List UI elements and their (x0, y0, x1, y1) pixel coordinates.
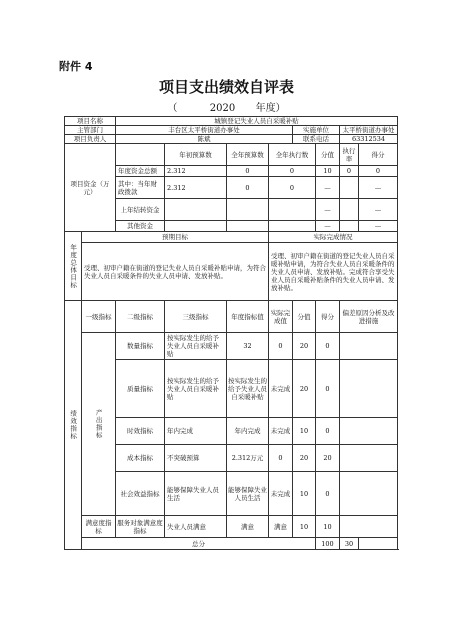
funds-executed: 0 (269, 166, 316, 177)
ind-note (340, 333, 398, 360)
funds-score: — (316, 221, 340, 232)
funds-rate: 0 (340, 166, 359, 177)
leader-label: 项目负责人 (65, 135, 116, 144)
funds-row-label: 其他资金 (116, 221, 165, 232)
ind-actual: 0 (269, 445, 293, 472)
funds-row-label: 年度资金总额 (116, 166, 165, 177)
ind-header-level3: 三级指标 (165, 301, 227, 333)
total-label: 总分 (82, 538, 316, 550)
project-name: 城镇登记失业人员自采暖补贴 (116, 117, 398, 126)
dept-label: 主管部门 (65, 126, 116, 135)
annex-label: 附件 4 (59, 60, 93, 73)
ind-actual: 0 (269, 333, 293, 360)
funds-row-label: 上年结转资金 (116, 199, 165, 221)
funds-budget-start (165, 221, 227, 232)
goals-section-label: 年度总体目标 (65, 232, 82, 301)
ind-target: 2.312万元 (227, 445, 269, 472)
funds-budget-year: 0 (227, 166, 269, 177)
total-score: 100 (316, 538, 340, 550)
ind-header-points: 得分 (316, 301, 340, 333)
satisfaction-indicator-label: 满意度指标 (82, 516, 116, 538)
ind-header-level1: 一级指标 (82, 301, 116, 333)
goals-actual-text: 受理、初审户籍在街道的登记失业人员自采暖补贴申请，为符合失业人员自采暖条件的失业人员申请、发放补贴。完成符合享受失业人员自采暖补贴条件的失业人员申请、发放补贴。 (269, 243, 398, 301)
funds-budget-year (227, 199, 269, 221)
ind-score: 20 (293, 445, 316, 472)
ind-actual: 满意 (269, 516, 293, 538)
evaluation-table (64, 116, 398, 550)
ind-score: 20 (293, 360, 316, 418)
funds-header-points: 得分 (359, 144, 398, 166)
ind-points: 10 (316, 516, 340, 538)
ind-level2: 数量指标 (116, 333, 165, 360)
ind-target: 满意 (227, 516, 269, 538)
leader-value: 陈斌 (116, 135, 293, 144)
ind-header-actual: 实际完成值 (269, 301, 293, 333)
funds-header-score: 分值 (316, 144, 340, 166)
ind-note (340, 472, 398, 516)
goals-expected-header: 预期目标 (82, 232, 269, 243)
funds-rate (340, 177, 359, 199)
ind-score: 20 (293, 333, 316, 360)
funds-budget-start: 2.312 (165, 177, 227, 199)
funds-points: — (359, 199, 398, 221)
ind-level3: 按实际发生的给予失业人员自采暖补贴 (165, 360, 227, 418)
ind-target: 年内完成 (227, 418, 269, 445)
ind-level2: 质量指标 (116, 360, 165, 418)
ind-header-score: 分值 (293, 301, 316, 333)
funds-budget-start (165, 199, 227, 221)
impl-label: 实施单位 (293, 126, 340, 135)
ind-level2: 时效指标 (116, 418, 165, 445)
funds-budget-year (227, 221, 269, 232)
ind-level2: 社会效益指标 (116, 472, 165, 516)
funds-executed (269, 199, 316, 221)
ind-score: 10 (293, 472, 316, 516)
ind-note (340, 418, 398, 445)
funds-header-executed: 全年执行数 (269, 144, 316, 166)
ind-level3: 能够保障失业人员生活 (165, 472, 227, 516)
funds-executed (269, 221, 316, 232)
funds-points: — (359, 177, 398, 199)
funds-score: 10 (316, 166, 340, 177)
funds-section-label: 项目资金（万元） (65, 144, 116, 232)
funds-points: — (359, 221, 398, 232)
project-name-label: 项目名称 (65, 117, 116, 126)
ind-points: 0 (316, 418, 340, 445)
ind-points: 0 (316, 360, 340, 418)
ind-points: 20 (316, 445, 340, 472)
funds-budget-start: 2.312 (165, 166, 227, 177)
impl-value: 太平桥街道办事处 (340, 126, 398, 135)
year-line (0, 99, 453, 114)
ind-note (340, 360, 398, 418)
ind-actual: 未完成 (269, 418, 293, 445)
funds-points: 0 (359, 166, 398, 177)
funds-header-rate: 执行率 (340, 144, 359, 166)
funds-score: — (316, 177, 340, 199)
ind-level3: 年内完成 (165, 418, 227, 445)
ind-level2: 成本指标 (116, 445, 165, 472)
year-open: （ (167, 103, 178, 114)
funds-header-budget-year: 全年预算数 (227, 144, 269, 166)
dept-value: 丰台区太平桥街道办事处 (116, 126, 293, 135)
goals-actual-header: 实际完成情况 (269, 232, 398, 243)
funds-budget-year: 0 (227, 177, 269, 199)
funds-rate (340, 199, 359, 221)
year-close: 年度） (255, 103, 286, 114)
year-value: 2020 (209, 103, 236, 114)
funds-row-label: 其中：当年财政拨款 (116, 177, 165, 199)
funds-score: — (316, 199, 340, 221)
ind-level2: 服务对象满意度指标 (116, 516, 165, 538)
ind-level3: 不突破预算 (165, 445, 227, 472)
ind-target: 按实际发生的给予失业人员自采暖补贴 (227, 360, 269, 418)
ind-header-note: 偏差原因分析及改进措施 (340, 301, 398, 333)
ind-note (340, 516, 398, 538)
phone-label: 联系电话 (293, 135, 340, 144)
total-note (359, 538, 398, 550)
ind-points: 0 (316, 472, 340, 516)
ind-target: 32 (227, 333, 269, 360)
ind-level3: 按实际发生的给予失业人员自采暖补贴 (165, 333, 227, 360)
output-indicator-label: 产出指标 (82, 333, 116, 516)
ind-actual: 未完成 (269, 472, 293, 516)
funds-header-blank (116, 144, 165, 166)
ind-target: 能够保障失业人员生活 (227, 472, 269, 516)
page-title: 项目支出绩效自评表 (158, 78, 294, 96)
funds-header-budget-start: 年初预算数 (165, 144, 227, 166)
indicators-section-label: 绩效指标 (65, 301, 82, 550)
funds-executed: 0 (269, 177, 316, 199)
ind-header-target: 年度指标值 (227, 301, 269, 333)
phone-value: 63312534 (340, 135, 398, 144)
funds-rate (340, 221, 359, 232)
total-points: 30 (340, 538, 359, 550)
ind-points: 0 (316, 333, 340, 360)
ind-level3: 失业人员满意 (165, 516, 227, 538)
ind-note (340, 445, 398, 472)
goals-expected-text: 受理、初审户籍在街道的登记失业人员自采暖补贴申请，为符合失业人员自采暖条件的失业人员申请、发放补贴。 (82, 243, 269, 301)
ind-actual: 未完成 (269, 360, 293, 418)
ind-score: 10 (293, 418, 316, 445)
ind-score: 10 (293, 516, 316, 538)
ind-header-level2: 二级指标 (116, 301, 165, 333)
